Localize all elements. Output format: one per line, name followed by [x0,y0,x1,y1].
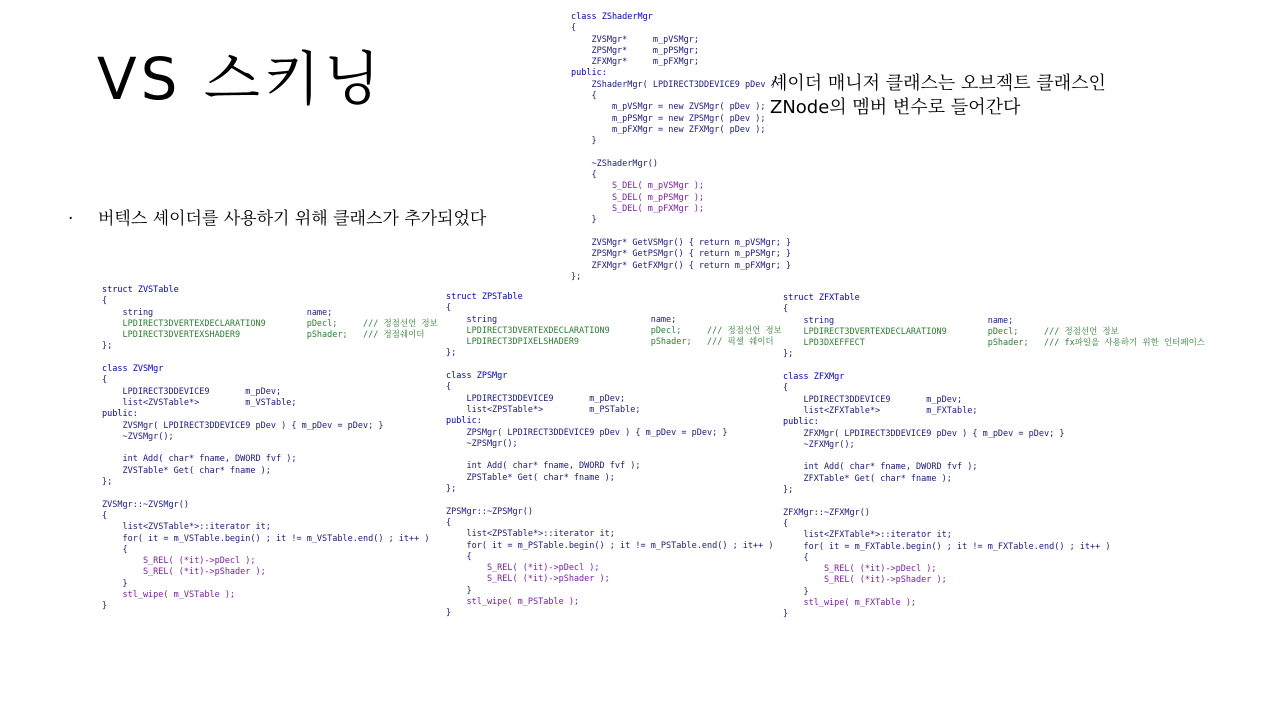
code-line: { [102,510,108,521]
code-line: ZVSMgr::~ZVSMgr() [102,499,189,510]
code-line: LPDIRECT3DVERTEXDECLARATION9 pDecl; /// 정점선언 정보 [783,326,1119,337]
code-line: public: [102,409,138,420]
code-line [783,451,1205,462]
code-line: S_REL( (*it)->pShader ); [783,575,947,586]
code-line: for( it = m_PSTable.begin() ; it != m_PSTable.end() ; it++ ) [446,540,774,551]
code-line: for( it = m_VSTable.begin() ; it != m_VSTable.end() ; it++ ) [102,533,430,544]
code-line [783,496,1205,507]
code-line: list<ZPSTable*>::iterator it; [446,529,615,540]
code-line: ZFXMgr* GetFXMgr() { return m_pFXMgr; } [571,260,792,271]
code-line: ZVSMgr* m_pVSMgr; [571,34,699,45]
code-line: } [571,215,597,226]
code-line: ~ZPSMgr(); [446,438,518,449]
code-line: { [783,304,789,315]
code-line: S_REL( (*it)->pShader ); [102,567,266,578]
bullet-row [68,204,486,229]
code-line: } [571,136,597,147]
code-line: LPDIRECT3DDEVICE9 m_pDev; [102,386,282,397]
code-line: ~ZVSMgr(); [102,431,174,442]
code-line [102,443,438,454]
code-block-zfx [783,293,1205,621]
code-line: list<ZPSTable*> m_PSTable; [446,404,641,415]
code-line: { [102,375,108,386]
code-line: ZFXMgr::~ZFXMgr() [783,507,870,518]
code-line: ZVSMgr( LPDIRECT3DDEVICE9 pDev ) { m_pDev = pDev; } [102,420,384,431]
code-line: { [446,382,452,393]
code-block-zshadermgr [571,12,791,283]
code-line: { [571,170,597,181]
code-line: ZPSTable* Get( char* fname ); [446,472,615,483]
code-line: S_REL( (*it)->pDecl ); [102,556,256,567]
code-line [446,450,782,461]
code-line: }; [102,477,113,488]
code-line: S_REL( (*it)->pDecl ); [783,564,937,575]
code-line: class ZShaderMgr [571,12,653,22]
code-line: m_pPSMgr = new ZPSMgr( pDev ); [571,113,766,124]
code-line: S_DEL( m_pPSMgr ); [571,192,705,203]
code-line: LPDIRECT3DDEVICE9 m_pDev; [783,394,963,405]
code-line: ZFXTable* Get( char* fname ); [783,473,952,484]
code-line: } [446,585,472,596]
bullet-text: 버텍스 셰이더를 사용하기 위해 클래스가 추가되었다 [98,209,487,229]
code-line: public: [783,417,819,428]
code-line: S_DEL( m_pVSMgr ); [571,181,705,192]
code-line: ZPSMgr* m_pPSMgr; [571,45,699,56]
code-line: S_REL( (*it)->pDecl ); [446,563,600,574]
code-line: int Add( char* fname, DWORD fvf ); [102,454,297,465]
code-line: } [783,586,809,597]
code-line: ZVSTable* Get( char* fname ); [102,465,271,476]
code-line: LPD3DXEFFECT pShader; /// fx파일을 사용하기 위한 인터페이스 [783,338,1206,349]
code-line: list<ZVSTable*>::iterator it; [102,522,271,533]
code-line: }; [446,348,457,359]
code-line: { [446,303,452,314]
code-line: list<ZFXTable*> m_FXTable; [783,405,978,416]
code-line: }; [102,341,113,352]
code-line: public: [571,68,607,79]
code-line: public: [446,416,482,427]
code-line: struct ZVSTable [102,285,179,295]
code-line: stl_wipe( m_VSTable ); [102,590,236,601]
code-line: { [783,383,789,394]
code-line: m_pFXMgr = new ZFXMgr( pDev ); [571,124,766,135]
code-line: { [571,23,577,34]
code-line: { [783,552,809,563]
code-line: }; [783,349,794,360]
code-line: } [102,601,108,612]
code-line: ZPSMgr* GetPSMgr() { return m_pPSMgr; } [571,249,792,260]
code-line: } [446,608,452,619]
code-line: ZPSMgr( LPDIRECT3DDEVICE9 pDev ) { m_pDev = pDev; } [446,427,728,438]
code-line: int Add( char* fname, DWORD fvf ); [446,461,641,472]
code-line: stl_wipe( m_PSTable ); [446,597,580,608]
code-line: }; [571,271,582,282]
code-line: string name; [783,315,1014,326]
code-line: { [102,296,108,307]
code-block-zvs [102,285,438,613]
code-line: } [783,609,789,620]
code-line: { [571,91,597,102]
code-line: ZShaderMgr( LPDIRECT3DDEVICE9 pDev ) [571,79,776,90]
code-line: stl_wipe( m_FXTable ); [783,598,917,609]
code-line: struct ZPSTable [446,292,523,302]
code-line: ZFXMgr* m_pFXMgr; [571,57,699,68]
code-line: { [446,517,452,528]
side-note-line-1: 셰이더 매니저 클래스는 오브젝트 클래스인 [770,73,1106,94]
code-line: m_pVSMgr = new ZVSMgr( pDev ); [571,102,766,113]
bullet-marker: · [68,209,74,229]
code-line: { [102,544,128,555]
code-line [446,495,782,506]
code-line: LPDIRECT3DVERTEXSHADER9 pShader; /// 정점쉐이더 [102,330,425,341]
side-note-line-2: ZNode의 멤버 변수로 들어간다 [770,97,1021,118]
code-line: { [446,551,472,562]
code-line: class ZPSMgr [446,371,508,382]
code-line: int Add( char* fname, DWORD fvf ); [783,462,978,473]
code-line: LPDIRECT3DPIXELSHADER9 pShader; /// 픽셀 쉐이더 [446,337,774,348]
code-line: ZVSMgr* GetVSMgr() { return m_pVSMgr; } [571,237,792,248]
slide-title: VS 스키닝 [97,45,385,113]
code-line: list<ZVSTable*> m_VSTable; [102,397,297,408]
code-line [446,360,782,371]
code-line [102,488,438,499]
code-line: class ZFXMgr [783,372,845,383]
code-block-zps [446,292,782,620]
code-line: { [783,518,789,529]
code-line [571,148,791,159]
side-note [770,72,1106,120]
code-line [571,227,791,238]
code-line: S_REL( (*it)->pShader ); [446,574,610,585]
code-line: struct ZFXTable [783,293,860,303]
code-line: ~ZShaderMgr() [571,158,658,169]
code-line: ZPSMgr::~ZPSMgr() [446,506,533,517]
code-line: for( it = m_FXTable.begin() ; it != m_FXTable.end() ; it++ ) [783,541,1111,552]
code-line: class ZVSMgr [102,364,164,375]
code-line: } [102,578,128,589]
code-line [102,353,438,364]
code-line [783,361,1205,372]
code-line: S_DEL( m_pFXMgr ); [571,204,705,215]
code-line: ~ZFXMgr(); [783,439,855,450]
code-line: }; [446,484,457,495]
code-line: }; [783,485,794,496]
code-line: LPDIRECT3DVERTEXDECLARATION9 pDecl; /// 정점선언 정보 [102,318,438,329]
code-line: LPDIRECT3DDEVICE9 m_pDev; [446,393,626,404]
code-line: LPDIRECT3DVERTEXDECLARATION9 pDecl; /// 정점선언 정보 [446,325,782,336]
code-line: ZFXMgr( LPDIRECT3DDEVICE9 pDev ) { m_pDev = pDev; } [783,428,1065,439]
code-line: string name; [446,314,677,325]
code-line: list<ZFXTable*>::iterator it; [783,530,952,541]
code-line: string name; [102,307,333,318]
